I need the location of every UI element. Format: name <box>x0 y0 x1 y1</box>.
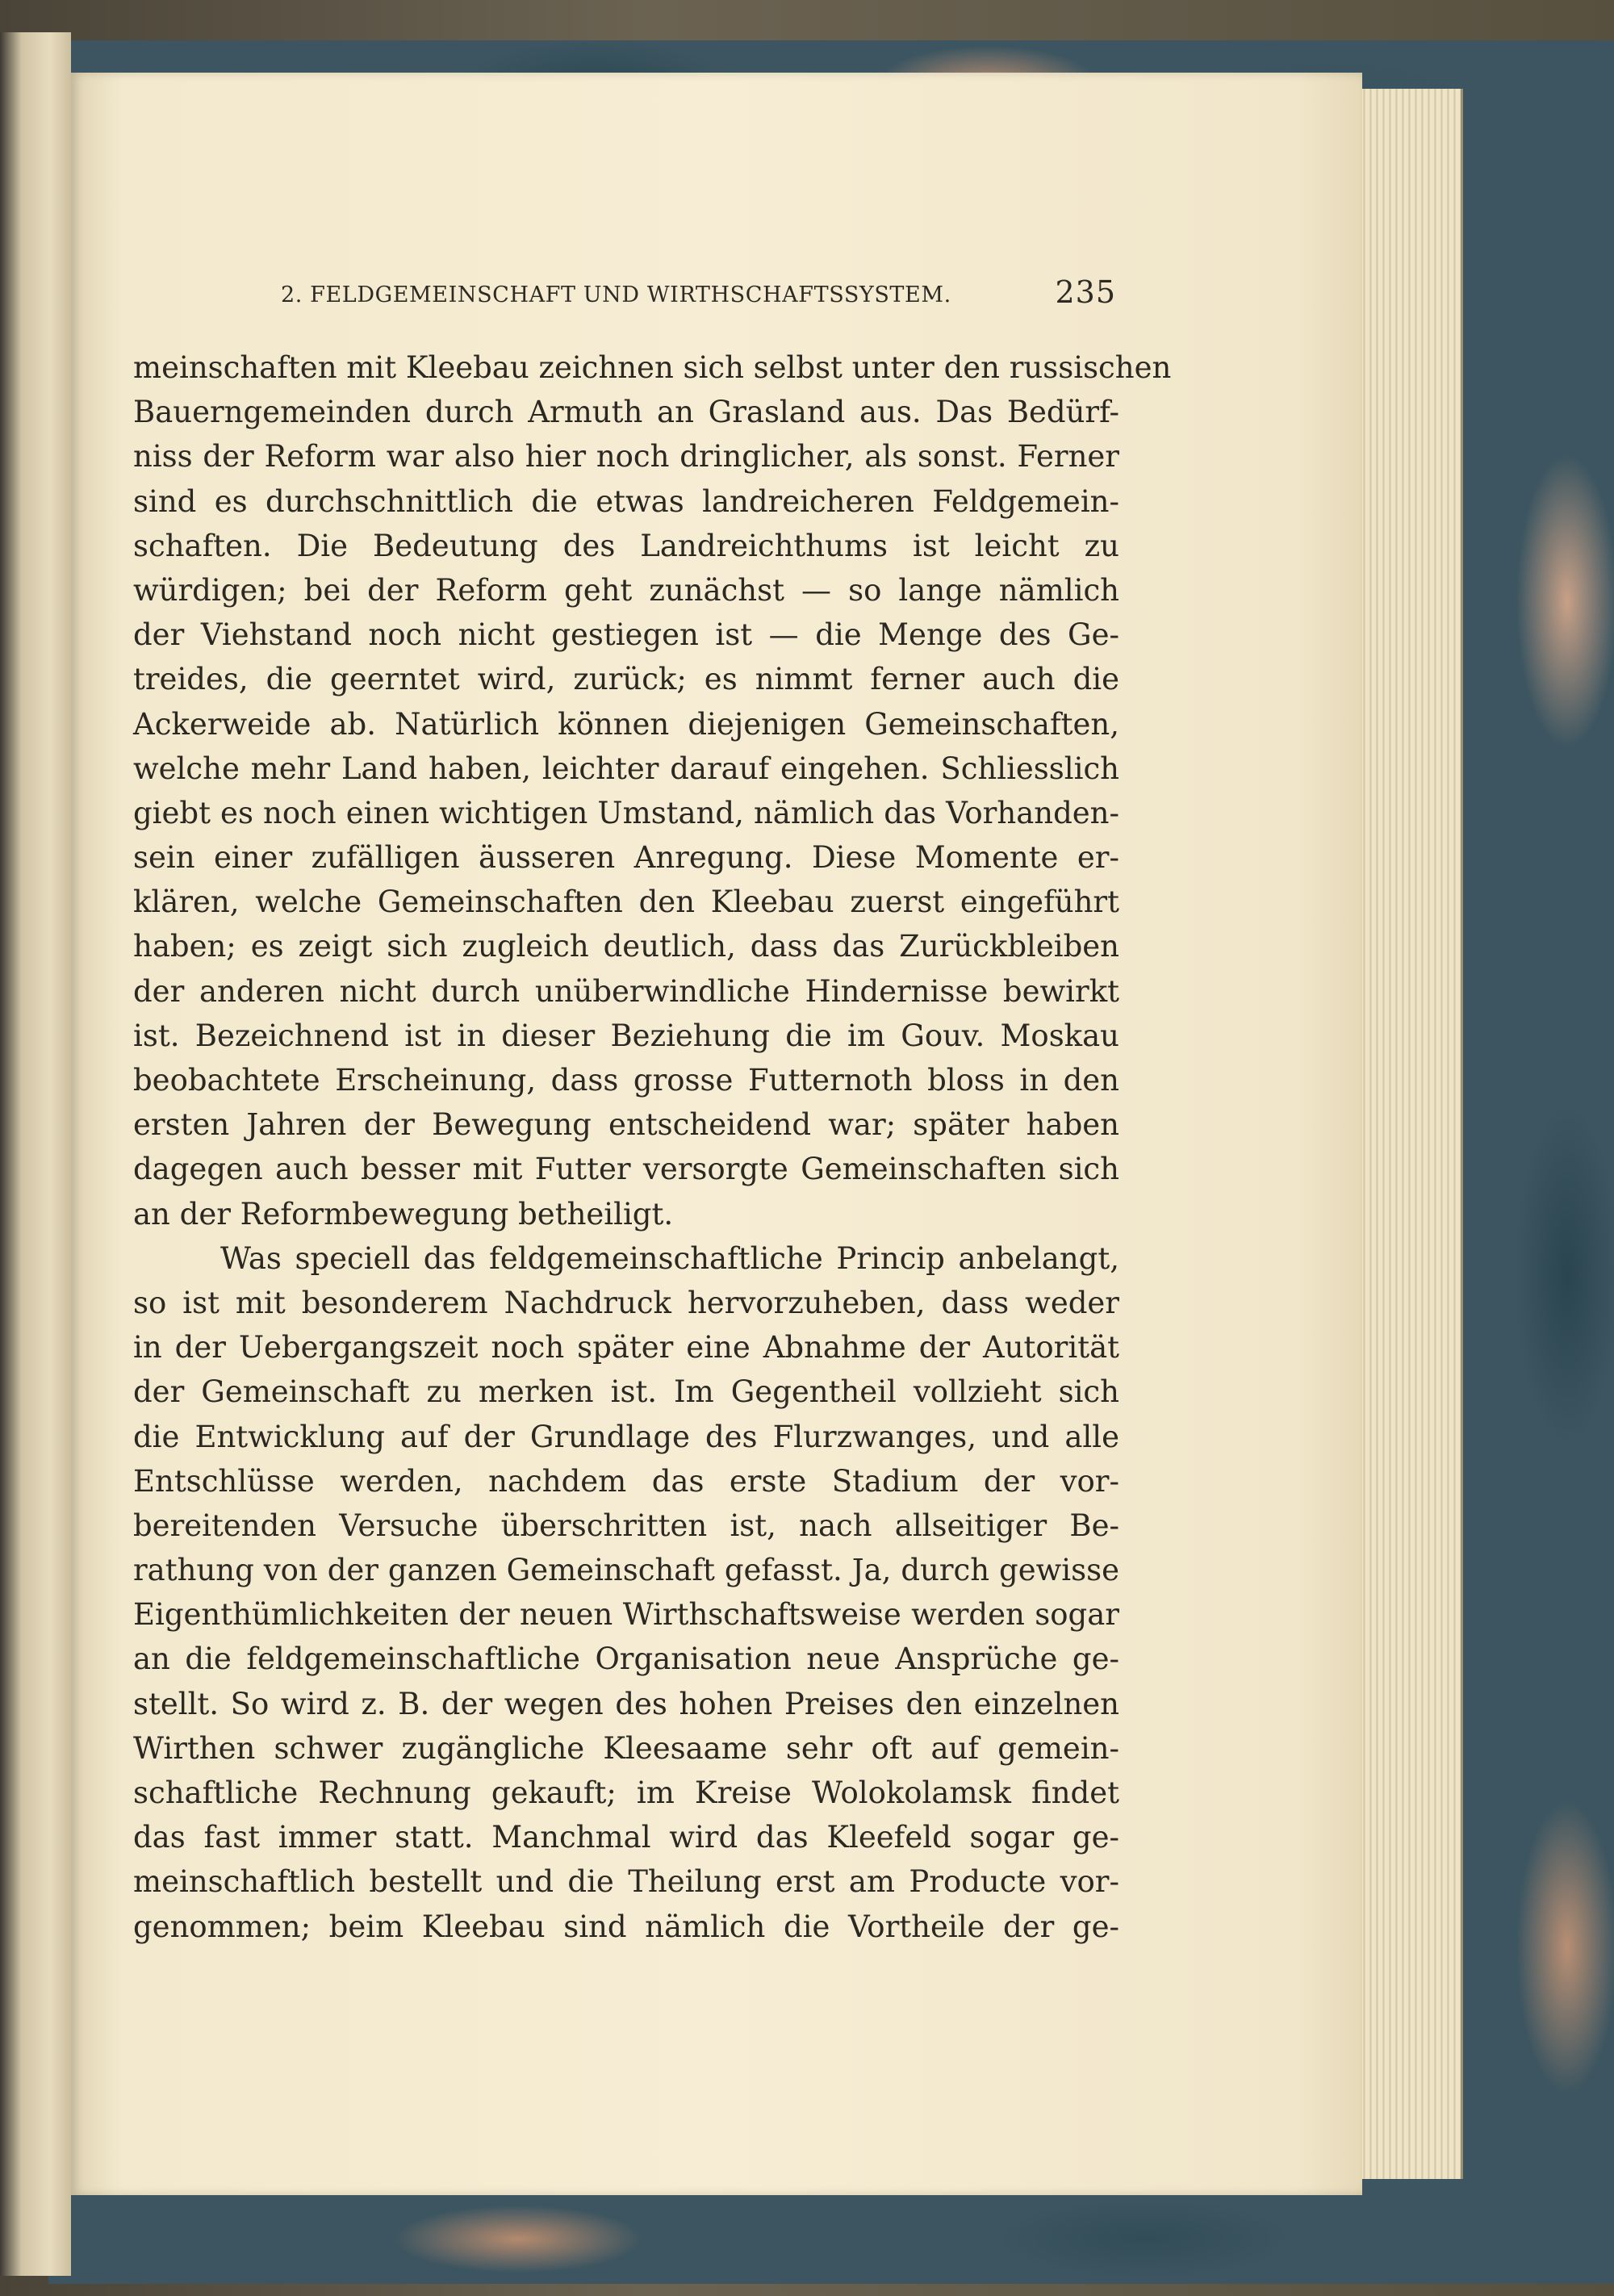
text-line: welche mehr Land haben, leichter darauf eingehen. Schliesslich <box>133 751 1119 786</box>
text-line: an die feldgemeinschaftliche Organisation neue Ansprüche ge- <box>133 1641 1119 1677</box>
text-line: das fast immer statt. Manchmal wird das Kleefeld sogar ge- <box>133 1820 1119 1855</box>
running-head: 2. FELDGEMEINSCHAFT UND WIRTHSCHAFTSSYSTEM. <box>281 282 951 307</box>
text-line: bereitenden Versuche überschritten ist, nach allseitiger Be- <box>133 1508 1119 1543</box>
text-line: in der Uebergangszeit noch später eine Abnahme der Autorität <box>133 1330 1119 1365</box>
body-text <box>133 345 1172 1949</box>
text-line: ist. Bezeichnend ist in dieser Beziehung die im Gouv. Moskau <box>133 1018 1119 1053</box>
text-line: würdigen; bei der Reform geht zunächst — so lange nämlich <box>133 572 1119 608</box>
text-line: Ackerweide ab. Natürlich können diejenigen Gemeinschaften, <box>133 706 1119 742</box>
text-line: schaften. Die Bedeutung des Landreichthums ist leicht zu <box>133 528 1119 563</box>
text-line: der Gemeinschaft zu merken ist. Im Gegentheil vollzieht sich <box>133 1374 1119 1410</box>
text-line: an der Reformbewegung betheiligt. <box>133 1196 674 1232</box>
text-line: der anderen nicht durch unüberwindliche Hindernisse bewirkt <box>133 973 1119 1009</box>
text-line: schaftliche Rechnung gekauft; im Kreise Wolokolamsk findet <box>133 1775 1119 1810</box>
text-line: haben; es zeigt sich zugleich deutlich, dass das Zurückbleiben <box>133 929 1119 964</box>
text-line: Was speciell das feldgemeinschaftliche Princip anbelangt, <box>220 1240 1119 1276</box>
text-line: sein einer zufälligen äusseren Anregung. Diese Momente er- <box>133 840 1119 876</box>
text-line: Wirthen schwer zugängliche Kleesaame sehr oft auf gemein- <box>133 1730 1119 1766</box>
text-line: dagegen auch besser mit Futter versorgte Gemeinschaften sich <box>133 1152 1119 1187</box>
text-line: sind es durchschnittlich die etwas landreicheren Feldgemein- <box>133 483 1119 519</box>
page-number: 235 <box>1055 274 1116 310</box>
text-line: meinschaftlich bestellt und die Theilung erst am Producte vor- <box>133 1864 1119 1900</box>
text-line: Eigenthümlichkeiten der neuen Wirthschaftsweise werden sogar <box>133 1597 1119 1633</box>
text-line: treides, die geerntet wird, zurück; es nimmt ferner auch die <box>133 662 1119 697</box>
text-line: giebt es noch einen wichtigen Umstand, nämlich das Vorhanden- <box>133 795 1119 830</box>
facing-page-edge <box>0 32 71 2276</box>
text-line: die Entwicklung auf der Grundlage des Flurzwanges, und alle <box>133 1419 1119 1454</box>
text-line: beobachtete Erscheinung, dass grosse Futternoth bloss in den <box>133 1063 1119 1098</box>
text-line: der Viehstand noch nicht gestiegen ist — die Menge des Ge- <box>133 617 1119 653</box>
text-line: stellt. So wird z. B. der wegen des hohen Preises den einzelnen <box>133 1686 1119 1721</box>
text-line: Bauerngemeinden durch Armuth an Grasland aus. Das Bedürf- <box>133 395 1119 430</box>
page-header <box>208 274 1116 315</box>
text-line: so ist mit besonderem Nachdruck hervorzuheben, dass weder <box>133 1285 1119 1320</box>
text-line: rathung von der ganzen Gemeinschaft gefasst. Ja, durch gewisse <box>133 1553 1119 1588</box>
text-line: niss der Reform war also hier noch dringlicher, als sonst. Ferner <box>133 439 1119 475</box>
text-line: meinschaften mit Kleebau zeichnen sich selbst unter den russischen <box>133 350 1172 385</box>
text-line: genommen; beim Kleebau sind nämlich die Vortheile der ge- <box>133 1909 1119 1944</box>
text-line: ersten Jahren der Bewegung entscheidend war; später haben <box>133 1107 1119 1143</box>
text-line: Entschlüsse werden, nachdem das erste Stadium der vor- <box>133 1463 1119 1499</box>
text-line: klären, welche Gemeinschaften den Kleebau zuerst eingeführt <box>133 885 1119 920</box>
